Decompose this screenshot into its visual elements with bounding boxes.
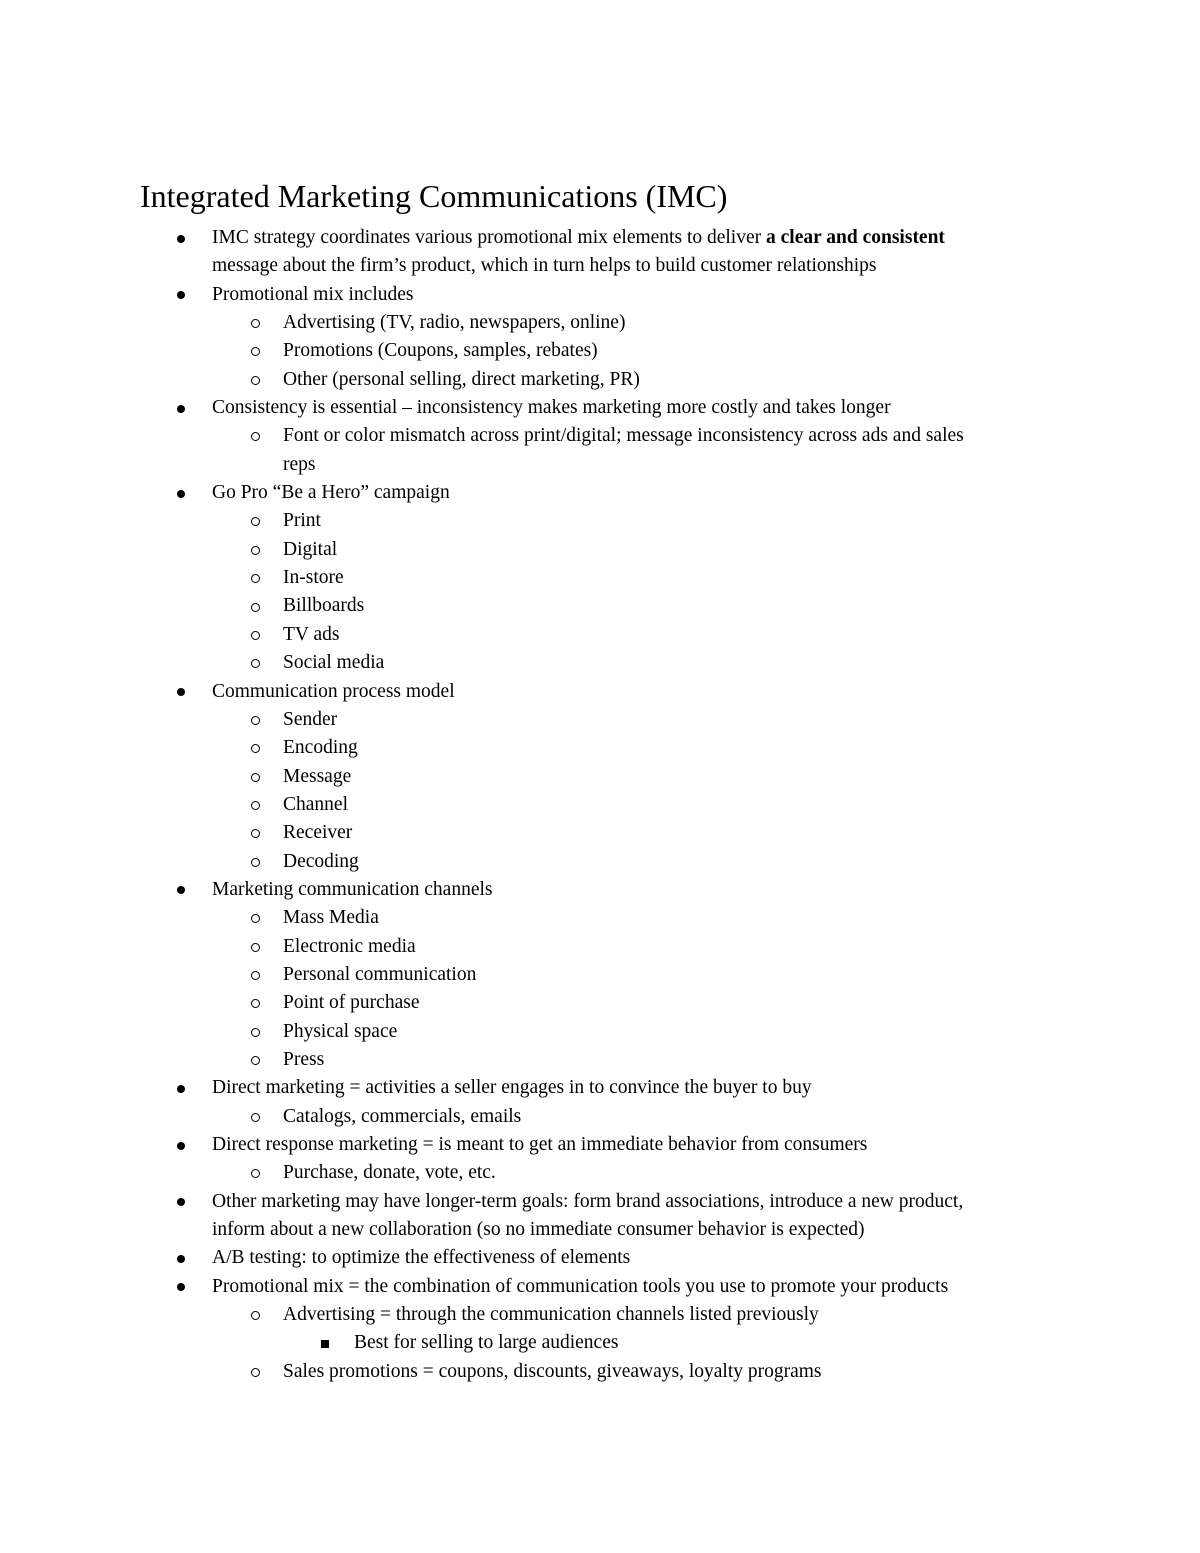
circle-bullet-icon [251,376,260,385]
circle-bullet-icon [251,432,260,441]
list-item [0,904,1200,932]
list-item-text: Promotional mix includes [212,283,414,305]
bullet-icon [177,886,185,894]
list-item [0,1159,1200,1187]
list-item [0,1301,1200,1329]
bullet-icon [177,490,185,498]
list-item-text: Social media [283,652,385,674]
bullet-icon [177,1085,185,1093]
circle-bullet-icon [251,1368,260,1377]
list-item [0,1018,1200,1046]
list-item-text: Font or color mismatch across print/digital; message inconsistency across ads and sales [283,425,964,447]
list-item-text: IMC strategy coordinates various promotional mix elements to deliver [212,227,766,248]
list-item-text: Physical space [283,1020,398,1042]
list-item [0,678,1200,706]
list-item [0,989,1200,1017]
list-item-text: Decoding [283,850,359,872]
bullet-icon [177,1255,185,1263]
bullet-icon [177,688,185,696]
circle-bullet-icon [251,914,260,923]
list-item-text: Message [283,765,352,787]
list-item-text: Best for selling to large audiences [354,1332,619,1354]
list-item [0,1046,1200,1074]
circle-bullet-icon [251,603,260,612]
list-item [0,309,1200,337]
list-item [0,1074,1200,1102]
list-item-text: Advertising = through the communication channels listed previously [283,1304,819,1326]
list-item [0,564,1200,592]
list-item-text: Print [283,510,321,532]
list-item [0,592,1200,620]
circle-bullet-icon [251,517,260,526]
bullet-icon [177,1142,185,1150]
list-item [0,337,1200,365]
list-item-text: Electronic media [283,935,416,957]
list-item [0,961,1200,989]
list-item [0,224,1200,252]
list-item [0,1103,1200,1131]
list-item [0,366,1200,394]
list-item-text: reps [283,453,316,475]
list-item-continuation [0,1216,1200,1244]
list-item [0,1358,1200,1386]
list-item [0,848,1200,876]
circle-bullet-icon [251,999,260,1008]
circle-bullet-icon [251,744,260,753]
circle-bullet-icon [251,943,260,952]
list-item-text: Direct marketing = activities a seller engages in to convince the buyer to buy [212,1077,812,1099]
list-item-text: Other (personal selling, direct marketing, PR) [283,368,640,390]
list-item [0,1188,1200,1216]
list-item-text: Go Pro “Be a Hero” campaign [212,482,450,504]
circle-bullet-icon [251,1113,260,1122]
list-item [0,479,1200,507]
list-item [0,791,1200,819]
list-item [0,394,1200,422]
circle-bullet-icon [251,1056,260,1065]
list-item-text: Channel [283,793,348,815]
bullet-icon [177,235,185,243]
list-item [0,1273,1200,1301]
circle-bullet-icon [251,319,260,328]
circle-bullet-icon [251,971,260,980]
list-item [0,876,1200,904]
list-item [0,706,1200,734]
list-item-text: TV ads [283,623,340,645]
bullet-icon [177,1198,185,1206]
list-item [0,1131,1200,1159]
bullet-icon [177,291,185,299]
bullet-icon [177,1283,185,1291]
circle-bullet-icon [251,546,260,555]
circle-bullet-icon [251,716,260,725]
list-item-text: Promotional mix = the combination of communication tools you use to promote your products [212,1275,949,1297]
list-item [0,1329,1200,1357]
list-item-text: Other marketing may have longer-term goals: form brand associations, introduce a new product, [212,1190,964,1212]
circle-bullet-icon [251,631,260,640]
list-item-continuation [0,252,1200,280]
bullet-list [0,224,1200,1386]
circle-bullet-icon [251,858,260,867]
circle-bullet-icon [251,1169,260,1178]
list-item-continuation [0,451,1200,479]
list-item-text: Catalogs, commercials, emails [283,1105,522,1127]
circle-bullet-icon [251,829,260,838]
list-item [0,536,1200,564]
list-item-text: Billboards [283,595,365,617]
list-item-text: Marketing communication channels [212,878,493,900]
list-item-text: Sender [283,708,338,730]
list-item-text: message about the firm’s product, which in turn helps to build customer relationships [212,255,877,277]
list-item [0,422,1200,450]
list-item [0,649,1200,677]
list-item-text: Consistency is essential – inconsistency makes marketing more costly and takes longer [212,397,891,419]
circle-bullet-icon [251,801,260,810]
list-item [0,281,1200,309]
list-item-text: Mass Media [283,907,379,929]
list-item [0,734,1200,762]
square-bullet-icon [321,1340,329,1348]
list-item-text: Press [283,1048,325,1070]
list-item-text: Personal communication [283,963,477,985]
list-item [0,507,1200,535]
list-item-text: Promotions (Coupons, samples, rebates) [283,340,598,362]
list-item [0,763,1200,791]
circle-bullet-icon [251,1311,260,1320]
list-item [0,933,1200,961]
list-item-text: Advertising (TV, radio, newspapers, online) [283,312,626,334]
list-item-text: Point of purchase [283,992,420,1014]
list-item [0,1244,1200,1272]
bold-text: a clear and consistent [766,227,945,248]
circle-bullet-icon [251,659,260,668]
list-item-text: Direct response marketing = is meant to get an immediate behavior from consumers [212,1134,868,1155]
circle-bullet-icon [251,574,260,583]
list-item-text: Digital [283,538,338,560]
document-title: Integrated Marketing Communications (IMC) [140,178,728,214]
list-item-text: In-store [283,567,344,589]
list-item-text: Receiver [283,822,353,844]
list-item-text: A/B testing: to optimize the effectiveness of elements [212,1247,631,1269]
list-item-text: Communication process model [212,680,455,702]
list-item-text: Sales promotions = coupons, discounts, giveaways, loyalty programs [283,1360,822,1382]
list-item-text: inform about a new collaboration (so no immediate consumer behavior is expected) [212,1219,865,1241]
circle-bullet-icon [251,1028,260,1037]
circle-bullet-icon [251,347,260,356]
bullet-icon [177,405,185,413]
list-item [0,819,1200,847]
list-item-text: Purchase, donate, vote, etc. [283,1162,496,1184]
list-item-text: Encoding [283,737,358,759]
list-item [0,621,1200,649]
circle-bullet-icon [251,773,260,782]
